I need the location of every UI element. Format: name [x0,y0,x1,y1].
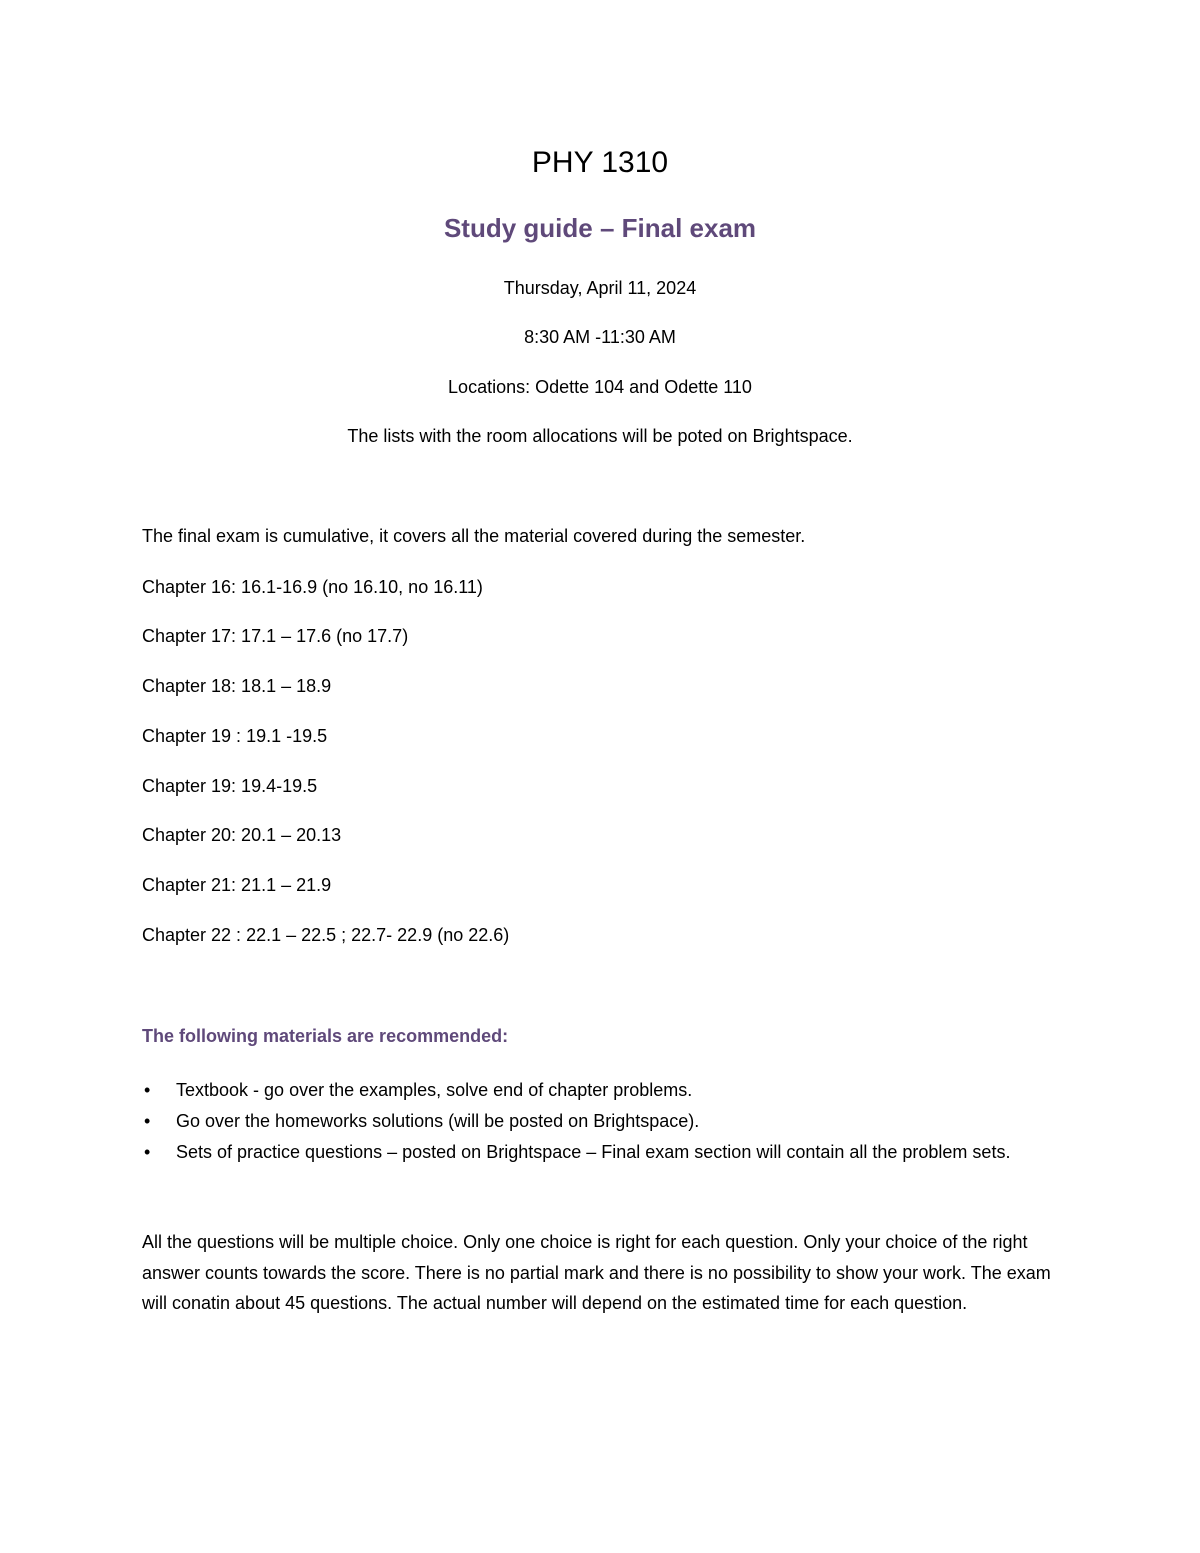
chapter-item: Chapter 17: 17.1 – 17.6 (no 17.7) [142,626,409,646]
chapter-item: Chapter 21: 21.1 – 21.9 [142,875,332,895]
exam-time: 8:30 AM -11:30 AM [524,327,676,347]
chapter-item: Chapter 16: 16.1-16.9 (no 16.10, no 16.11) [142,577,483,597]
list-item: • Sets of practice questions – posted on Brightspace – Final exam section will contain all the problem sets. [142,1137,1052,1168]
course-code: PHY 1310 [531,146,669,179]
chapter-item: Chapter 22 : 22.1 – 22.5 ; 22.7- 22.9 (no 22.6) [142,925,510,945]
exam-date: Thursday, April 11, 2024 [503,278,697,298]
room-allocation-note: The lists with the room allocations will be poted on Brightspace. [347,426,853,446]
list-item: • Textbook - go over the examples, solve end of chapter problems. [142,1075,1052,1106]
chapter-item: Chapter 18: 18.1 – 18.9 [142,676,332,696]
chapter-item: Chapter 20: 20.1 – 20.13 [142,825,342,845]
materials-list [142,1075,1052,1168]
exam-format-paragraph: All the questions will be multiple choice. Only one choice is right for each question. Only your choice of the right answer counts towards the score. There is no partial mark and there is no possibility to show your work. The exam will conatin about 45 questions. The actual number will depend on the estimated time for each question. [142,1232,1051,1313]
chapter-item: Chapter 19: 19.4-19.5 [142,776,318,796]
page-title: Study guide – Final exam [443,213,757,243]
intro-text: The final exam is cumulative, it covers all the material covered during the semester. [142,526,806,546]
chapter-item: Chapter 19 : 19.1 -19.5 [142,726,328,746]
materials-heading: The following materials are recommended: [142,1026,509,1046]
exam-locations: Locations: Odette 104 and Odette 110 [448,377,752,397]
list-item: • Go over the homeworks solutions (will be posted on Brightspace). [142,1106,1052,1137]
